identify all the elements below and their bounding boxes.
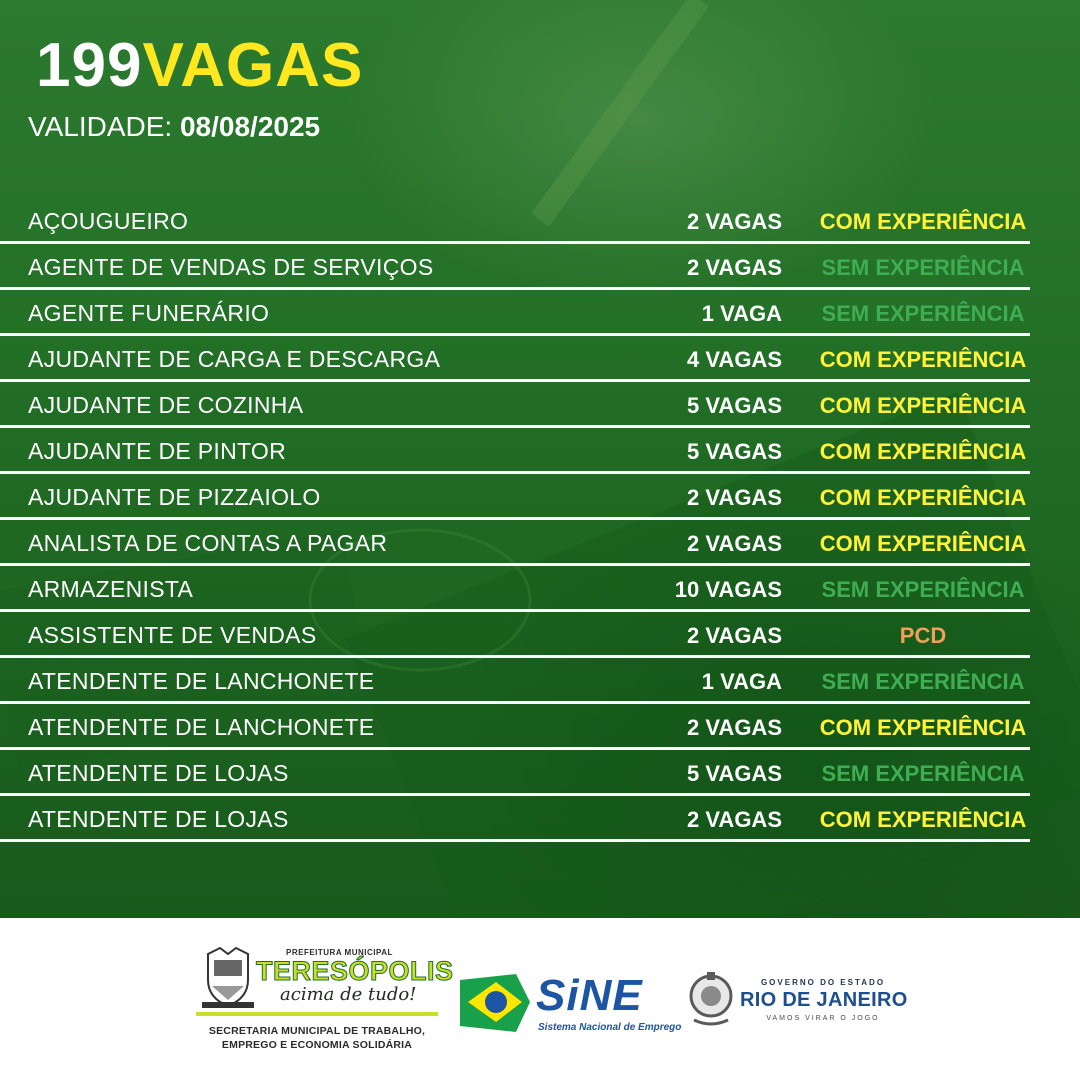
job-requirement: SEM EXPERIÊNCIA: [821, 301, 1025, 326]
job-requirement: COM EXPERIÊNCIA: [819, 347, 1027, 372]
job-requirement: SEM EXPERIÊNCIA: [821, 761, 1025, 786]
teresopolis-logo: [192, 944, 454, 1064]
job-row: [0, 704, 1030, 750]
city-name: TERESÓPOLIS: [256, 956, 454, 986]
brazil-flag-icon: [460, 974, 530, 1032]
sine-name: SiNE: [536, 971, 643, 1020]
job-title: ATENDENTE DE LANCHONETE: [28, 668, 375, 694]
job-requirement: SEM EXPERIÊNCIA: [821, 255, 1025, 280]
job-vacancy-count: 5 VAGAS: [687, 393, 782, 418]
job-requirement: SEM EXPERIÊNCIA: [821, 669, 1025, 694]
logo-divider: [196, 1012, 438, 1016]
job-requirement: COM EXPERIÊNCIA: [819, 715, 1027, 740]
job-row: [0, 612, 1030, 658]
job-vacancy-count: 10 VAGAS: [674, 577, 782, 602]
job-title: AJUDANTE DE COZINHA: [28, 392, 304, 418]
job-vacancy-count: 2 VAGAS: [687, 531, 782, 556]
job-vacancy-count: 2 VAGAS: [687, 255, 782, 280]
job-requirement: PCD: [899, 623, 947, 648]
sine-subtitle: Sistema Nacional de Emprego: [538, 1022, 682, 1033]
state-seal-icon: [688, 970, 734, 1028]
job-row: [0, 336, 1030, 382]
sine-logo: [460, 966, 682, 1036]
job-title: ASSISTENTE DE VENDAS: [28, 622, 317, 648]
job-row: [0, 290, 1030, 336]
job-row: [0, 658, 1030, 704]
vacancy-headline: [36, 30, 363, 102]
job-row: [0, 428, 1030, 474]
job-vacancy-count: 5 VAGAS: [687, 761, 782, 786]
state-tagline: VAMOS VIRAR O JOGO: [766, 1015, 880, 1022]
job-vacancy-count: 1 VAGA: [701, 301, 782, 326]
job-title: AJUDANTE DE PIZZAIOLO: [28, 484, 321, 510]
job-vacancy-count: 5 VAGAS: [687, 439, 782, 464]
job-requirement: SEM EXPERIÊNCIA: [821, 577, 1025, 602]
job-title: ATENDENTE DE LOJAS: [28, 760, 289, 786]
job-title: AJUDANTE DE CARGA E DESCARGA: [28, 346, 441, 372]
job-requirement: COM EXPERIÊNCIA: [819, 439, 1027, 464]
job-row: [0, 382, 1030, 428]
job-title: AJUDANTE DE PINTOR: [28, 438, 287, 464]
job-title: AGENTE DE VENDAS DE SERVIÇOS: [28, 254, 434, 280]
state-government-label: GOVERNO DO ESTADO: [760, 978, 886, 987]
job-row: [0, 244, 1030, 290]
job-title: ATENDENTE DE LOJAS: [28, 806, 289, 832]
job-title: ATENDENTE DE LANCHONETE: [28, 714, 375, 740]
job-list: [0, 198, 1080, 842]
job-row: [0, 198, 1030, 244]
job-title: ARMAZENISTA: [28, 576, 194, 602]
rio-de-janeiro-logo: [688, 970, 908, 1030]
city-crest-icon: [200, 946, 256, 1010]
job-vacancy-count: 2 VAGAS: [687, 485, 782, 510]
job-title: ANALISTA DE CONTAS A PAGAR: [28, 530, 388, 556]
job-requirement: COM EXPERIÊNCIA: [819, 209, 1027, 234]
validity-line: [28, 110, 320, 144]
job-vacancy-count: 4 VAGAS: [687, 347, 782, 372]
job-requirement: COM EXPERIÊNCIA: [819, 485, 1027, 510]
prefeitura-label: PREFEITURA MUNICIPAL: [286, 948, 393, 957]
job-vacancy-count: 2 VAGAS: [687, 715, 782, 740]
city-slogan: acima de tudo!: [280, 984, 417, 1005]
job-vacancy-count: 1 VAGA: [701, 669, 782, 694]
secretaria-line-1: SECRETARIA MUNICIPAL DE TRABALHO,: [208, 1025, 426, 1037]
footer-logos: [0, 918, 1080, 1080]
job-row: [0, 796, 1030, 842]
job-title: AÇOUGUEIRO: [28, 208, 189, 234]
job-requirement: COM EXPERIÊNCIA: [819, 531, 1027, 556]
job-row: [0, 750, 1030, 796]
secretaria-line-2: EMPREGO E ECONOMIA SOLIDÁRIA: [221, 1039, 413, 1051]
job-vacancy-count: 2 VAGAS: [687, 807, 782, 832]
job-title: AGENTE FUNERÁRIO: [28, 300, 270, 326]
job-requirement: COM EXPERIÊNCIA: [819, 807, 1027, 832]
job-row: [0, 474, 1030, 520]
validity-date: 08/08/2025: [179, 111, 321, 142]
job-vacancy-count: 2 VAGAS: [687, 209, 782, 234]
job-requirement: COM EXPERIÊNCIA: [819, 393, 1027, 418]
vacancy-word: VAGAS: [142, 31, 364, 100]
vacancy-count: 199: [36, 31, 143, 100]
job-row: [0, 520, 1030, 566]
secretaria-name: [192, 1024, 442, 1052]
job-row: [0, 566, 1030, 612]
state-name: RIO DE JANEIRO: [740, 989, 908, 1011]
job-vacancy-count: 2 VAGAS: [687, 623, 782, 648]
validity-label: VALIDADE:: [28, 111, 173, 142]
